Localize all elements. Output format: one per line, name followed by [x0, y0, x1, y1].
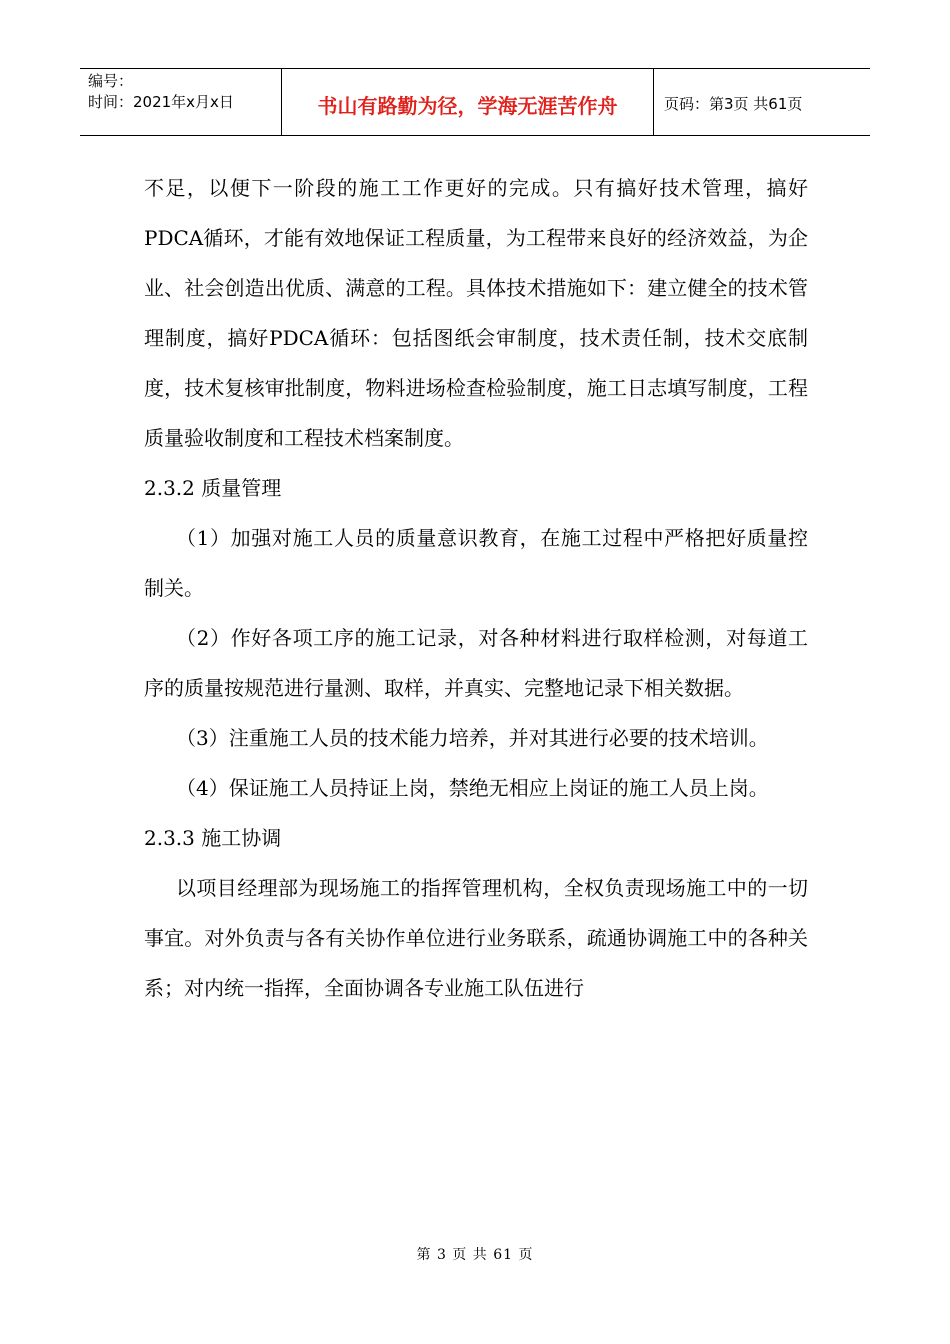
page-header — [80, 68, 870, 136]
header-code-label: 编号： — [88, 72, 134, 90]
body-paragraph: （1）加强对施工人员的质量意识教育，在施工过程中严格把好质量控制关。 — [144, 526, 808, 600]
section-heading: 2.3.3 施工协调 — [144, 826, 282, 850]
body-paragraph: 不足，以便下一阶段的施工工作更好的完成。只有搞好技术管理，搞好PDCA循环，才能有效地保证工程质量，为工程带来良好的经济效益，为企业、社会创造出优质、满意的工程。具体技术措施如下：建立健全的技术管理制度，搞好PDCA循环：包括图纸会审制度，技术责任制，技术交底制度，技术复核审批制度，物料进场检查检验制度，施工日志填写制度，工程质量验收制度和工程技术档案制度。 — [144, 176, 808, 450]
body-paragraph: （3）注重施工人员的技术能力培养，并对其进行必要的技术培训。 — [176, 726, 769, 750]
header-page-info: 页码：第3页 共61页 — [664, 94, 803, 113]
document-body — [144, 163, 808, 1013]
body-paragraph: （4）保证施工人员持证上岗，禁绝无相应上岗证的施工人员上岗。 — [176, 776, 769, 800]
page-footer: 第 3 页 共 61 页 — [416, 1247, 534, 1263]
body-paragraph: 以项目经理部为现场施工的指挥管理机构，全权负责现场施工中的一切事宜。对外负责与各有关协作单位进行业务联系，疏通协调施工中的各种关系；对内统一指挥，全面协调各专业施工队伍进行 — [144, 876, 808, 1000]
header-time-label: 时间：2021年x月x日 — [88, 93, 234, 111]
section-heading: 2.3.2 质量管理 — [144, 476, 282, 500]
header-meta — [80, 69, 282, 135]
body-paragraph: （2）作好各项工序的施工记录，对各种材料进行取样检测，对每道工序的质量按规范进行量测、取样，并真实、完整地记录下相关数据。 — [144, 626, 808, 700]
header-motto: 书山有路勤为径，学海无涯苦作舟 — [282, 69, 654, 135]
